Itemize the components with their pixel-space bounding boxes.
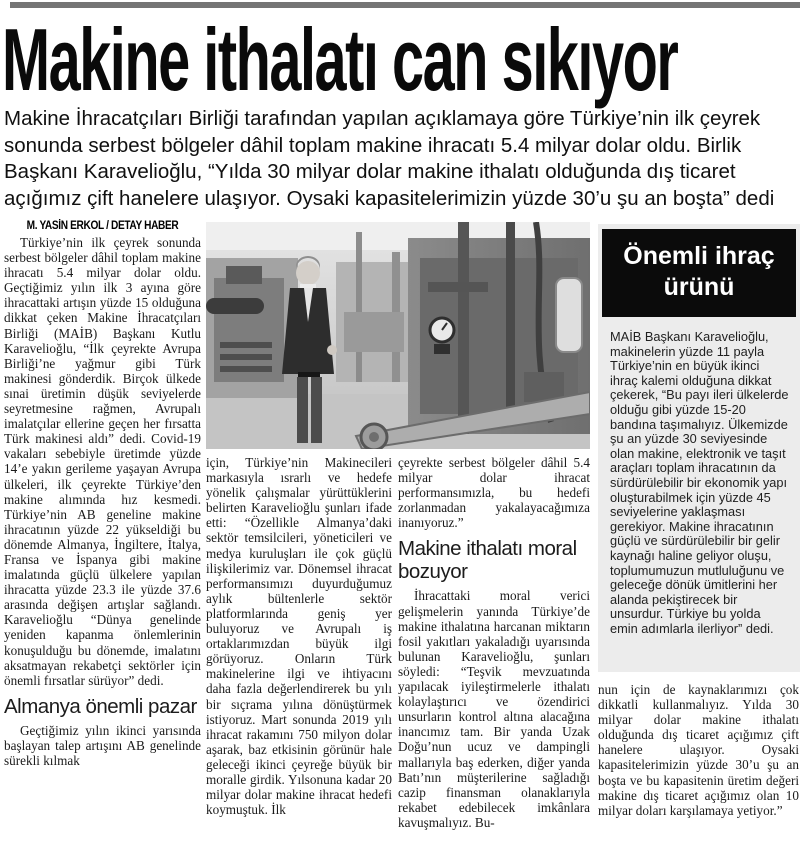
headline: Makine ithalatı can sıkıyor — [2, 9, 678, 109]
factory-photo-illustration — [206, 222, 590, 449]
body-column-3 — [398, 455, 590, 830]
body-column-2 — [206, 455, 392, 817]
paragraph: Türkiye’nin ilk çeyrek sonunda serbest bölgeler dâhil toplam makine ihracatı 5.4 milyar dolar oldu. Geçtiğimiz yılın ilk 3 ayına göre ihracattaki artışın yüzde 15 olduğuna dikkat çeken Makine İhracatçıları Birliği (MAİB) Başkanı Kutlu Karavelioğlu, “İlk çeyrekte Avrupa Birliği’ne yağmur gibi Türk makinesi gönderdik. Birçok ülkede sınai üretimin düşük seviyelerde seyretmesine rağmen, Avrupalı imalatçılar ellerine geçen her fırsatta Türk makinesi aldı” dedi. Covid-19 vakaları sebebiyle üretimde yüzde 14’e yakın gerileme yaşayan Avrupa ülkeleri, ilk çeyrekte Türkiye’den makine alımında hız kesmedi. Türkiye’nin AB geneline makine ihracatının yüzde 22 yükseldiği bu dönemde Almanya, İngiltere, İtalya, Fransa ve İspanya gibi makine imalatında güçlü ülkelere yapılan ihracatta yüzde 23.3 ile yüzde 37.6 arasında değişen artışlar sağlandı. Karavelioğlu “Dünya genelinde yeniden kapanma önlemlerinin konuşulduğu bu dönemde, imalatını aksatmayan rekabetçi sektörler için önemli fırsatlar sürüyor” dedi. — [4, 235, 201, 688]
paragraph: nun için de kaynaklarımızı çok dikkatli kullanmalıyız. Yılda 30 milyar dolar makine ithalatı olduğunda dış ticaret açığımız çift hanelere ulaşıyor. Oysaki kapasitelerimizin yüzde 30’u şu an boşta ve bu kapasitenin üretim değeri makine dış ticaret açığımız olan 10 milyar doları karşılamaya yetiyor.” — [598, 682, 799, 818]
byline: M. YASİN ERKOL / DETAY HABER — [26, 220, 179, 232]
article-photo — [206, 222, 590, 449]
paragraph: çeyrekte serbest bölgeler dâhil 5.4 milyar dolar ihracat performansımızla, bu hedefi zorlanmadan yakalayacağımıza inanıyoruz.” — [398, 455, 590, 531]
body-column-4 — [598, 682, 799, 818]
body-column-1 — [4, 220, 201, 768]
paragraph: için, Türkiye’nin Makinecileri markasıyla ısrarlı ve hedefe yönelik çalışmalar yürüttüklerini belirten Karavelioğlu şunları ifade etti: “Özellikle Almanya’daki sektör temsilcileri, yöneticileri ve medya kuruluşları ile çok güçlü ilişkilerimiz var. Dönemsel ihracat performansımızı duyurduğumuz aylık bültenlerle sektör platformlarında geniş yer buluyoruz ve Avrupalı iş ortaklarımızdan büyük ilgi görüyoruz. Onların Türk makinelerine ilgi ve ihtiyacını daha fazla değerlendirerek bu yılı bir sıçrama yılına dönüştürmek istiyoruz. Mart sonunda 2019 yılı ihracat rakamını 750 milyon dolar aşarak, baz etkisinin görünür hale geleceği ikinci çeyreğe büyük bir moralle girdik. Yılsonuna kadar 20 milyar dolar makine ihracat hedefi koymuştuk. İlk — [206, 455, 392, 818]
subhead-makine-ithalati-moral-bozuyor: Makine ithalatı moral bozuyor — [398, 537, 577, 584]
deck-paragraph: Makine İhracatçıları Birliği tarafından yapılan açıklamaya göre Türkiye’nin ilk çeyrek sonunda serbest bölgeler dâhil toplam makine ihracatı 5.4 milyar dolar oldu. Birlik Başkanı Karavelioğlu, “Yılda 30 milyar dolar makine ithalatı olduğunda dış ticaret açığımız çift hanelere ulaşıyor. Oysaki kapasitelerimizin yüzde 30’u şu an boşta” dedi — [4, 107, 775, 210]
subhead-almanya-onemli-pazar: Almanya önemli pazar — [4, 694, 197, 718]
paragraph: İhracattaki moral verici gelişmelerin yanında Türkiye’de makine ithalatına harcanan miktarın fosil yakıtları yakaladığı uyarısında bulunan Karavelioğlu, şunları söyledi: “Teşvik mevzuatında yapılacak iyileştirmelerle ithalatı kolaylaştırıcı ve özendirici unsurların kontrol altına alacağına inancımız tam. Bir yanda Uzak Doğu’nun ucuz ve dampingli mallarıyla baş ederken, diğer yanda Batı’nın müşterilerine sağladığı cazip finansman olanaklarıyla rekabet edebilecek imkânlara kavuşmalıyız. Bu- — [398, 588, 590, 830]
paragraph: Geçtiğimiz yılın ikinci yarısında başlayan talep artışını AB genelinde sürekli kılmak — [4, 722, 201, 768]
sidebar-box — [598, 224, 800, 672]
sidebar-body: MAİB Başkanı Karavelioğlu, makinelerin yüzde 11 payla Türkiye’nin en büyük ikinci ihraç kalemi olduğuna dikkat çekerek, “Bu payı ileri ülkelerde olduğu gibi yüzde 15-20 bandına taşımalıyız. Ülkemizde şu an yüzde 30 seviyesinde olan makine, elektronik ve taşıt araçları toplam ihracatının da sürdürülebilir bir ekonomik yapı oluşturabilmek için yüzde 45 seviyelerine yaklaşması gerekiyor. Makine ihracatının güçlü ve sürdürülebilir bir gelir kaynağı haline geliyor oluşu, toplumumuzun mutluluğunu ve geleceğe dönük ümitlerini her alanda pekiştirecek bir unsurdur. Türkiye bu yolda emin adımlarla ilerliyor” dedi. — [610, 329, 789, 636]
sidebar-title: Önemli ihraç ürünü — [602, 229, 796, 317]
